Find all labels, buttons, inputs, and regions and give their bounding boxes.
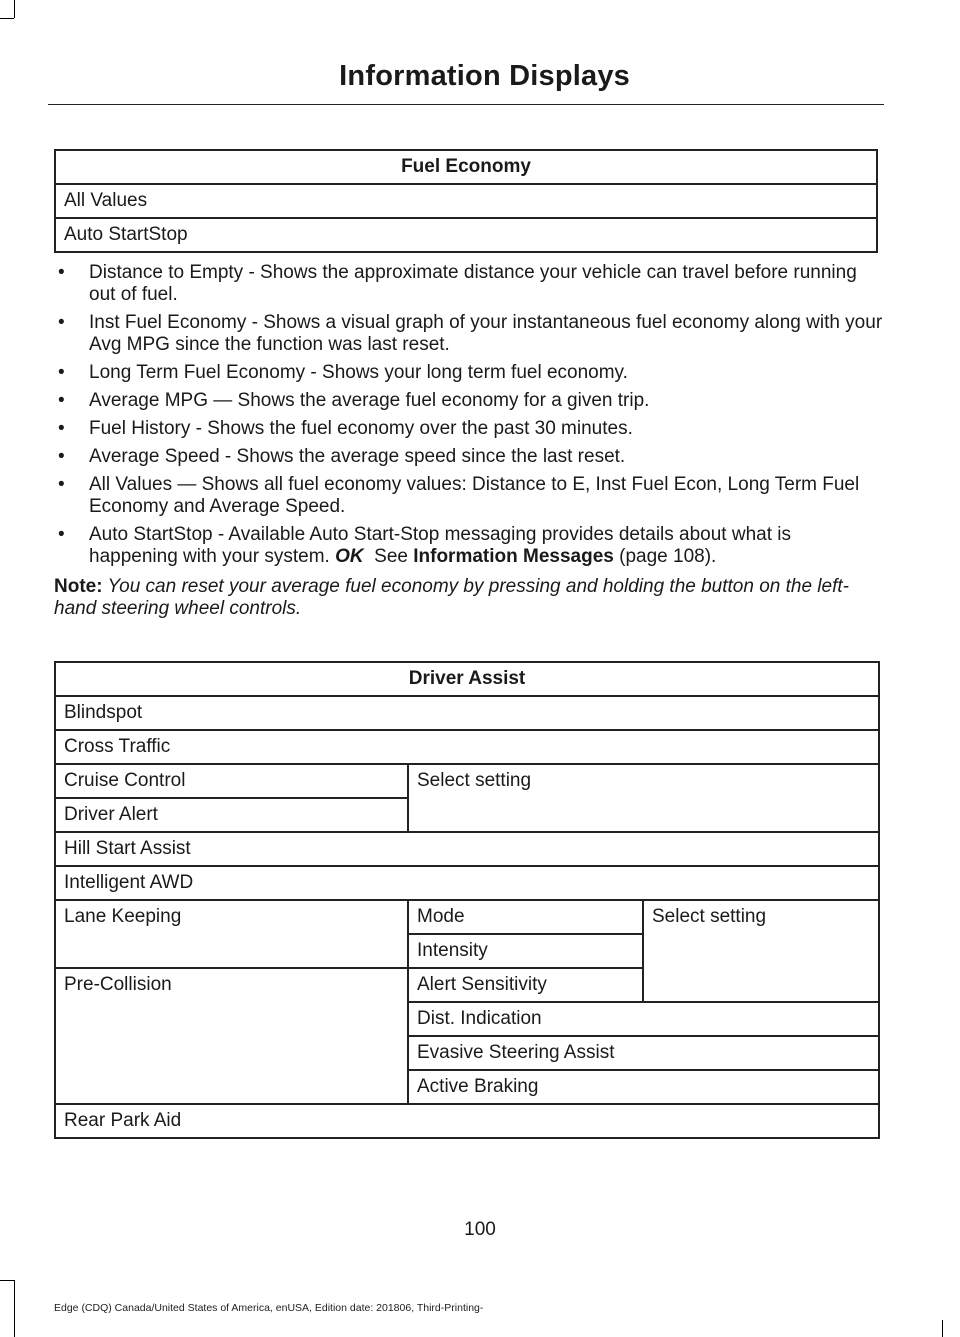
table-cell: Pre-Collision [55, 968, 408, 1104]
table-cell: Select setting [408, 764, 879, 832]
table-cell: Rear Park Aid [55, 1104, 879, 1138]
table-cell: Cruise Control [55, 764, 408, 798]
list-item: • Long Term Fuel Economy - Shows your long term fuel economy. [54, 362, 884, 384]
see-label: See [374, 546, 408, 567]
ok-label: OK [335, 546, 364, 567]
fuel-economy-table [54, 149, 878, 253]
table-cell: Active Braking [408, 1070, 879, 1104]
crop-mark [14, 1280, 15, 1337]
table-heading: Driver Assist [55, 662, 879, 696]
bullet-list [54, 262, 884, 574]
table-cell: Blindspot [55, 696, 879, 730]
list-item: • All Values — Shows all fuel economy values: Distance to E, Inst Fuel Econ, Long Term Fuel Economy and Average Speed. [54, 474, 884, 518]
crop-mark [942, 1320, 943, 1337]
list-item: • Distance to Empty - Shows the approximate distance your vehicle can travel before running out of fuel. [54, 262, 884, 306]
table-cell: Auto StartStop [55, 218, 877, 252]
table-cell: Hill Start Assist [55, 832, 879, 866]
crop-mark [0, 1280, 14, 1281]
table-cell: Mode [408, 900, 643, 934]
list-item: • Fuel History - Shows the fuel economy over the past 30 minutes. [54, 418, 884, 440]
page-title: Information Displays [339, 60, 630, 92]
table-cell: Driver Alert [55, 798, 408, 832]
header-divider [48, 104, 884, 105]
page-number: 100 [464, 1219, 496, 1240]
table-cell: Alert Sensitivity [408, 968, 643, 1002]
list-item: • Average Speed - Shows the average speed since the last reset. [54, 446, 884, 468]
list-item-text: Auto StartStop - Available Auto Start-Stop messaging provides details about what is happening with your system. [89, 524, 791, 567]
list-item: • Inst Fuel Economy - Shows a visual graph of your instantaneous fuel economy along with your Avg MPG since the function was last reset. [54, 312, 884, 356]
table-cell: Select setting [643, 900, 879, 1002]
cross-reference-link[interactable]: Information Messages [413, 546, 614, 567]
table-cell: Lane Keeping [55, 900, 408, 968]
table-cell: Dist. Indication [408, 1002, 879, 1036]
table-cell: Intelligent AWD [55, 866, 879, 900]
table-cell: Cross Traffic [55, 730, 879, 764]
list-item [54, 524, 884, 568]
note-label: Note: [54, 576, 103, 597]
list-item: • Average MPG — Shows the average fuel economy for a given trip. [54, 390, 884, 412]
crop-mark [0, 18, 14, 19]
footer-text: Edge (CDQ) Canada/United States of America, enUSA, Edition date: 201806, Third-Printing- [54, 1302, 484, 1314]
driver-assist-table [54, 661, 880, 1139]
table-cell: All Values [55, 184, 877, 218]
note-text: You can reset your average fuel economy by pressing and holding the button on the left-hand steering wheel controls. [54, 576, 849, 619]
page-reference: (page 108). [619, 546, 717, 567]
crop-mark [14, 0, 15, 18]
table-cell: Intensity [408, 934, 643, 968]
table-heading: Fuel Economy [55, 150, 877, 184]
table-cell: Evasive Steering Assist [408, 1036, 879, 1070]
note [54, 576, 884, 620]
